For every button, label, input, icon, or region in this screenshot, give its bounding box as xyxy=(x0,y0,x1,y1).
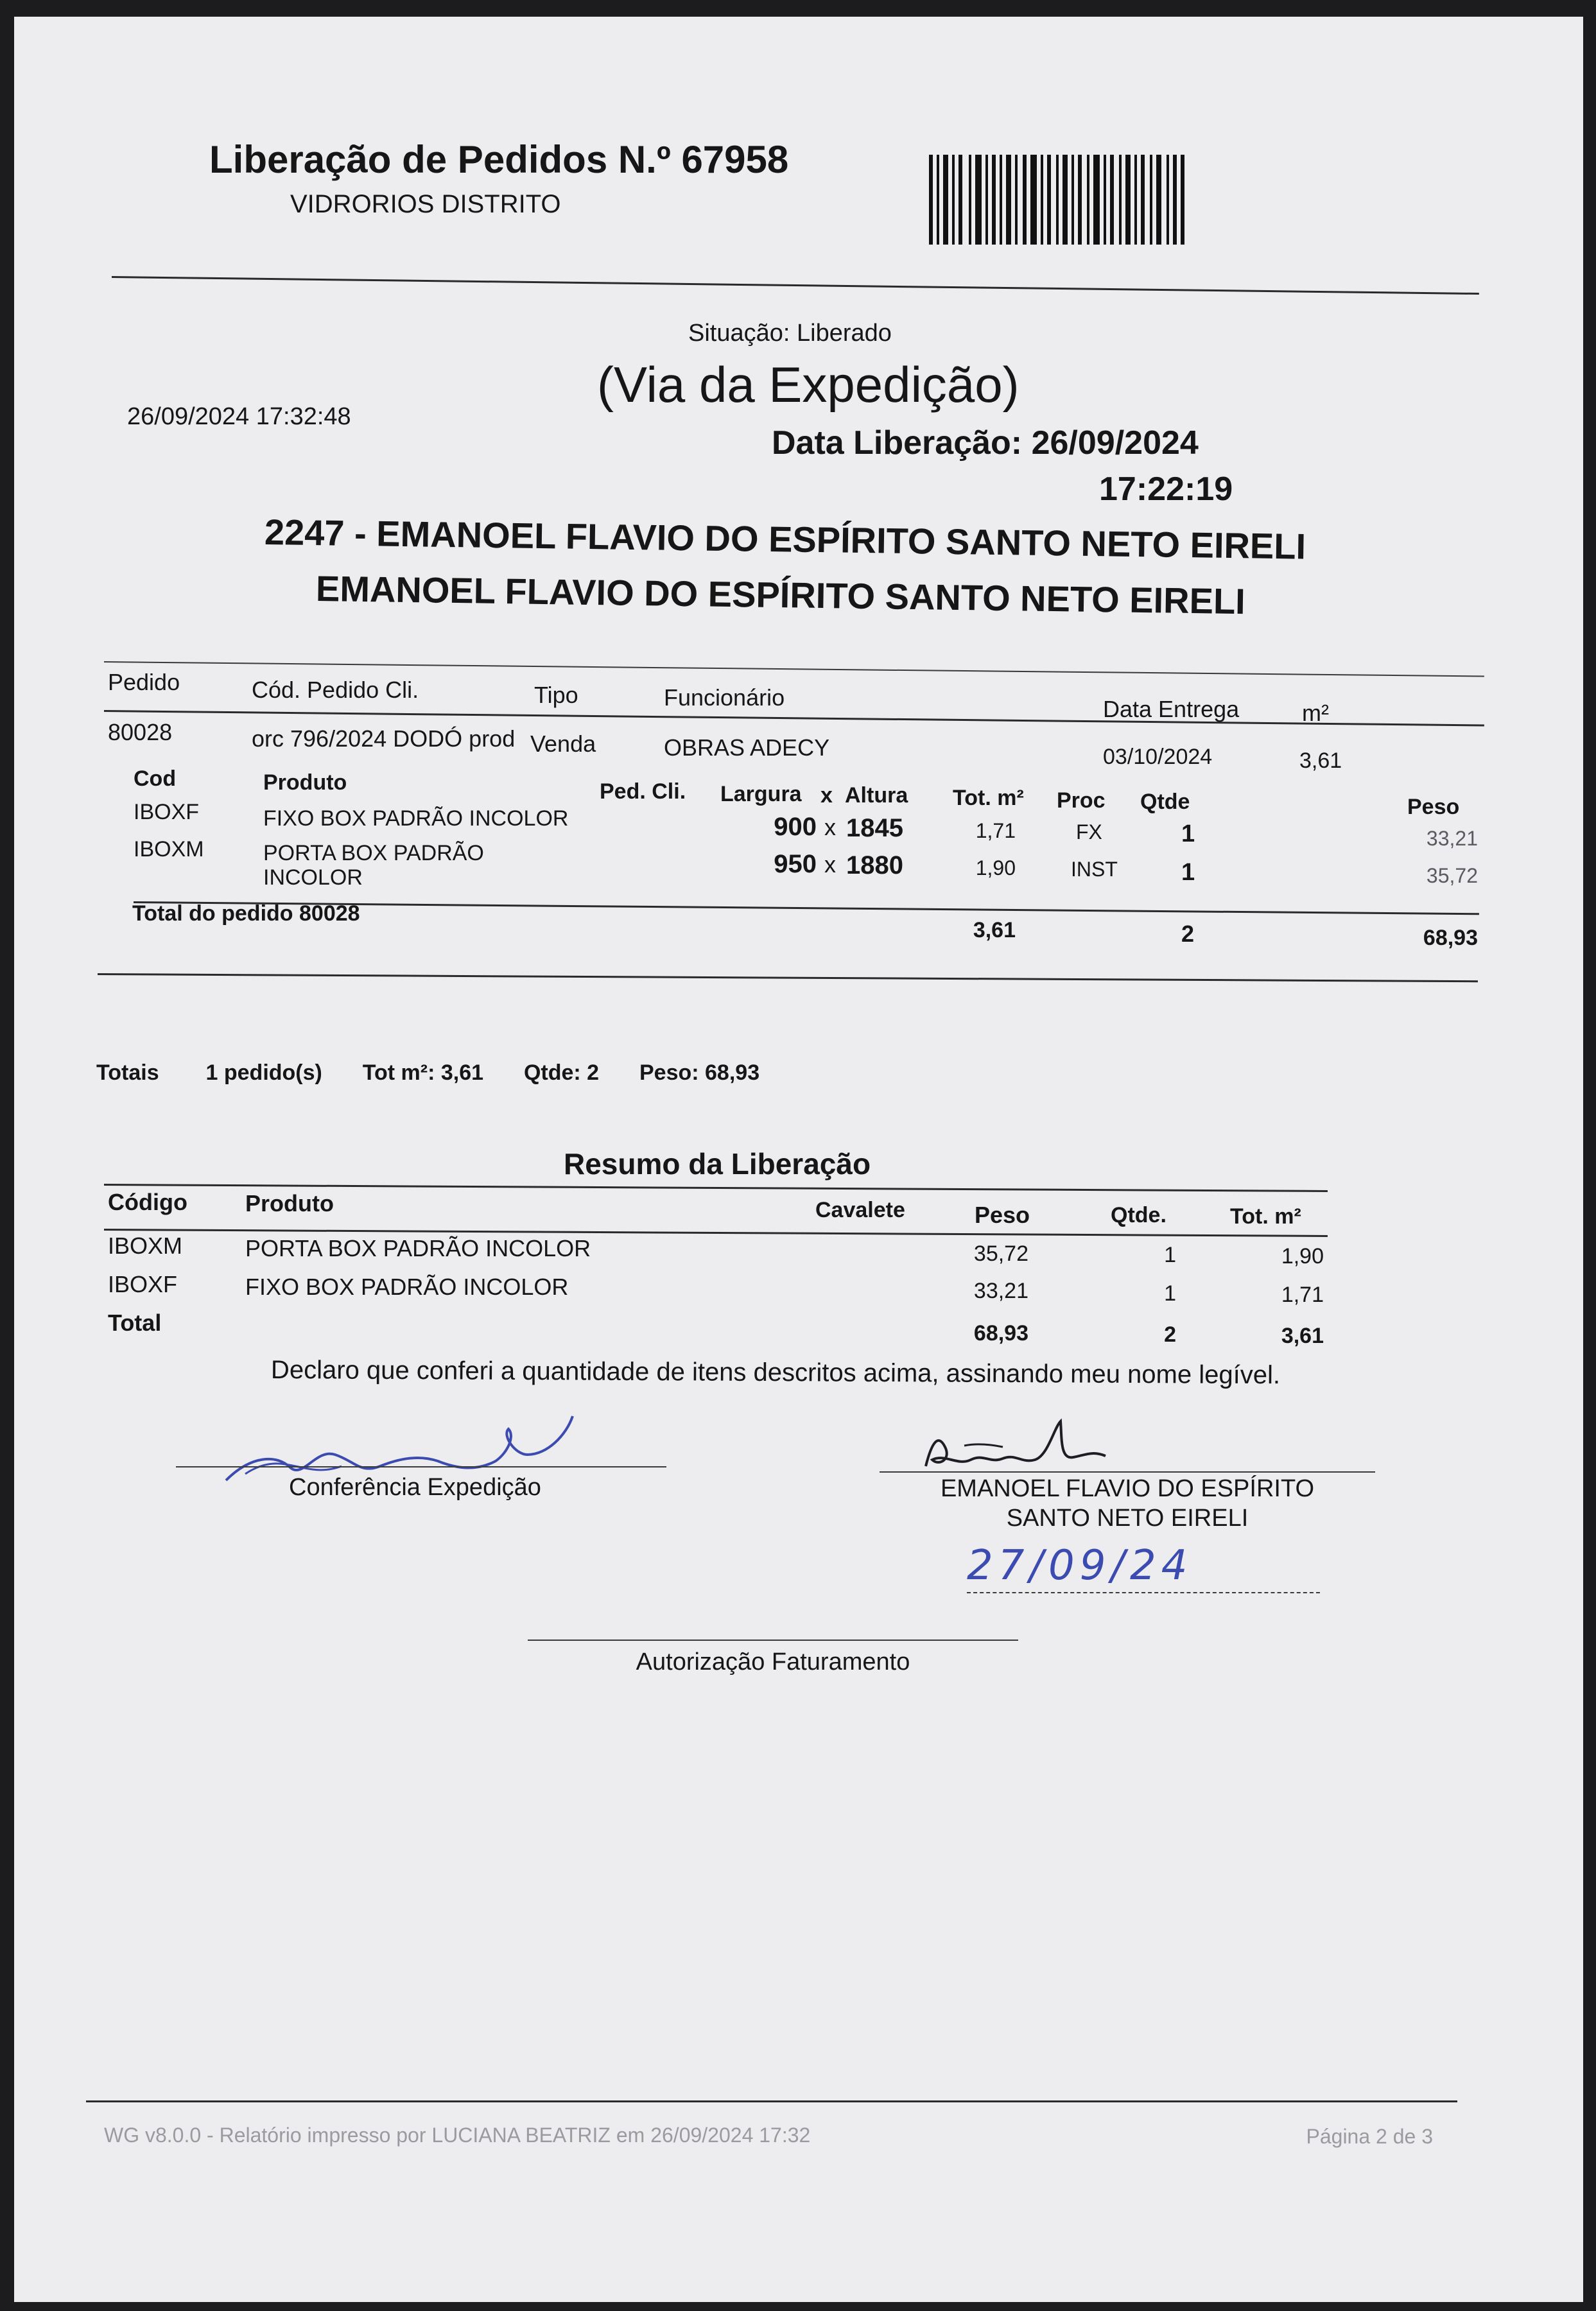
status-situacao: Situação: Liberado xyxy=(688,320,892,347)
resumo-col-produto: Produto xyxy=(245,1190,334,1216)
item-peso: 35,72 xyxy=(1426,864,1478,887)
item-tot-m2: 1,71 xyxy=(975,819,1016,842)
item-cod: IBOXF xyxy=(134,800,200,824)
client-signature-line-1: EMANOEL FLAVIO DO ESPÍRITO xyxy=(940,1475,1315,1502)
col-funcionario: Funcionário xyxy=(664,684,785,711)
resumo-title: Resumo da Liberação xyxy=(564,1147,871,1181)
resumo-qtde: 1 xyxy=(1164,1243,1176,1267)
order-cod-pedido-cli: orc 796/2024 DODÓ prod xyxy=(252,725,516,752)
item-col-produto: Produto xyxy=(263,770,347,795)
item-produto-continued: INCOLOR xyxy=(263,865,363,890)
order-tipo: Venda xyxy=(530,731,596,757)
item-col-tot-m2: Tot. m² xyxy=(953,786,1024,810)
barcode xyxy=(929,155,1186,245)
resumo-col-codigo: Código xyxy=(108,1189,187,1215)
order-total-m2: 3,61 xyxy=(973,918,1016,942)
item-col-x: x xyxy=(820,783,833,808)
resumo-total-label: Total xyxy=(108,1310,162,1336)
item-proc: INST xyxy=(1071,858,1118,881)
header-divider xyxy=(112,276,1479,295)
order-total-qtde: 2 xyxy=(1181,921,1195,947)
item-altura: 1880 xyxy=(846,851,903,879)
resumo-qtde: 1 xyxy=(1164,1281,1176,1306)
totais xyxy=(96,1060,759,1086)
client-line-2: EMANOEL FLAVIO DO ESPÍRITO SANTO NETO EIRELI xyxy=(315,568,1246,622)
item-col-ped-cli: Ped. Cli. xyxy=(600,779,686,804)
document-page xyxy=(14,17,1583,2302)
signature-client xyxy=(913,1415,1131,1479)
item-largura: 950 xyxy=(774,850,817,878)
resumo-codigo: IBOXM xyxy=(108,1233,183,1259)
resumo-total-qtde: 2 xyxy=(1164,1322,1176,1347)
resumo-col-qtde: Qtde. xyxy=(1111,1203,1167,1227)
resumo-tot-m2: 1,90 xyxy=(1281,1244,1324,1268)
data-liberacao-label: Data Liberação: xyxy=(772,424,1023,462)
declaration-text: Declaro que conferi a quantidade de itens descritos acima, assinando meu nome legível. xyxy=(270,1356,1281,1390)
conferencia-label: Conferência Expedição xyxy=(289,1474,541,1501)
order-funcionario: OBRAS ADECY xyxy=(664,734,830,761)
item-tot-m2: 1,90 xyxy=(975,856,1016,879)
item-produto: PORTA BOX PADRÃO xyxy=(263,841,484,865)
totais-pedidos: 1 pedido(s) xyxy=(205,1060,322,1085)
item-col-proc: Proc xyxy=(1057,788,1106,813)
order-total-label: Total do pedido 80028 xyxy=(132,901,360,926)
item-produto: FIXO BOX PADRÃO INCOLOR xyxy=(263,806,569,831)
totais-tot-m2: Tot m²: 3,61 xyxy=(362,1060,484,1085)
document-title: Liberação de Pedidos N.º 67958 xyxy=(209,138,789,181)
item-col-peso: Peso xyxy=(1407,795,1460,819)
data-liberacao xyxy=(772,424,1199,462)
resumo-produto: PORTA BOX PADRÃO INCOLOR xyxy=(245,1235,591,1261)
date-line xyxy=(967,1592,1320,1593)
handwritten-date: 27/09/24 xyxy=(967,1542,1193,1589)
item-col-altura: Altura xyxy=(845,783,908,808)
order-pedido: 80028 xyxy=(108,719,173,745)
resumo-peso: 35,72 xyxy=(973,1242,1028,1266)
signature-line-conferencia xyxy=(176,1466,666,1467)
order-top-rule xyxy=(104,661,1484,677)
item-qtde: 1 xyxy=(1181,820,1195,847)
col-m2: m² xyxy=(1302,700,1329,726)
col-pedido: Pedido xyxy=(108,669,180,695)
item-qtde: 1 xyxy=(1181,859,1195,886)
col-cod-pedido-cli: Cód. Pedido Cli. xyxy=(252,677,419,703)
signature-line-client xyxy=(880,1471,1375,1473)
item-cod: IBOXM xyxy=(134,837,204,861)
col-tipo: Tipo xyxy=(534,682,578,708)
col-data-entrega: Data Entrega xyxy=(1103,696,1240,722)
order-total-peso: 68,93 xyxy=(1423,926,1478,950)
totais-label: Totais xyxy=(96,1060,159,1085)
footer-page-number: Página 2 de 3 xyxy=(1306,2125,1433,2148)
signature-line-autorizacao xyxy=(528,1640,1018,1641)
footer-printed-by: WG v8.0.0 - Relatório impresso por LUCIANA BEATRIZ em 26/09/2024 17:32 xyxy=(104,2124,811,2147)
resumo-col-tot-m2: Tot. m² xyxy=(1230,1204,1301,1229)
order-header-rule xyxy=(104,710,1484,727)
item-altura: 1845 xyxy=(846,814,903,842)
company-name: VIDRORIOS DISTRITO xyxy=(290,190,561,218)
client-line-1: 2247 - EMANOEL FLAVIO DO ESPÍRITO SANTO NETO EIRELI xyxy=(264,512,1306,567)
item-largura: 900 xyxy=(774,813,817,841)
resumo-col-peso: Peso xyxy=(975,1202,1030,1228)
data-liberacao-time: 17:22:19 xyxy=(1099,471,1233,508)
item-col-cod: Cod xyxy=(134,766,177,791)
item-col-qtde: Qtde xyxy=(1140,790,1190,814)
item-x: x xyxy=(824,814,836,840)
data-liberacao-date: 26/09/2024 xyxy=(1031,424,1199,462)
resumo-total-m2: 3,61 xyxy=(1281,1324,1324,1348)
item-x: x xyxy=(824,851,836,878)
order-m2: 3,61 xyxy=(1299,749,1342,773)
resumo-col-cavalete: Cavalete xyxy=(815,1198,905,1222)
autorizacao-label: Autorização Faturamento xyxy=(636,1649,910,1675)
item-col-largura: Largura xyxy=(720,782,802,806)
client-signature-line-2: SANTO NETO EIRELI xyxy=(1006,1505,1249,1532)
order-bottom-rule xyxy=(98,973,1478,982)
item-proc: FX xyxy=(1076,820,1102,844)
footer-rule xyxy=(86,2100,1457,2102)
resumo-codigo: IBOXF xyxy=(108,1271,178,1297)
resumo-produto: FIXO BOX PADRÃO INCOLOR xyxy=(245,1274,569,1300)
via-label: (Via da Expedição) xyxy=(597,356,1019,413)
printed-timestamp: 26/09/2024 17:32:48 xyxy=(127,403,351,430)
totais-peso: Peso: 68,93 xyxy=(639,1060,760,1085)
totais-qtde: Qtde: 2 xyxy=(523,1060,600,1085)
item-peso: 33,21 xyxy=(1426,827,1478,850)
order-data-entrega: 03/10/2024 xyxy=(1103,745,1213,769)
resumo-peso: 33,21 xyxy=(973,1279,1028,1303)
resumo-tot-m2: 1,71 xyxy=(1281,1283,1324,1307)
resumo-total-peso: 68,93 xyxy=(973,1321,1028,1346)
